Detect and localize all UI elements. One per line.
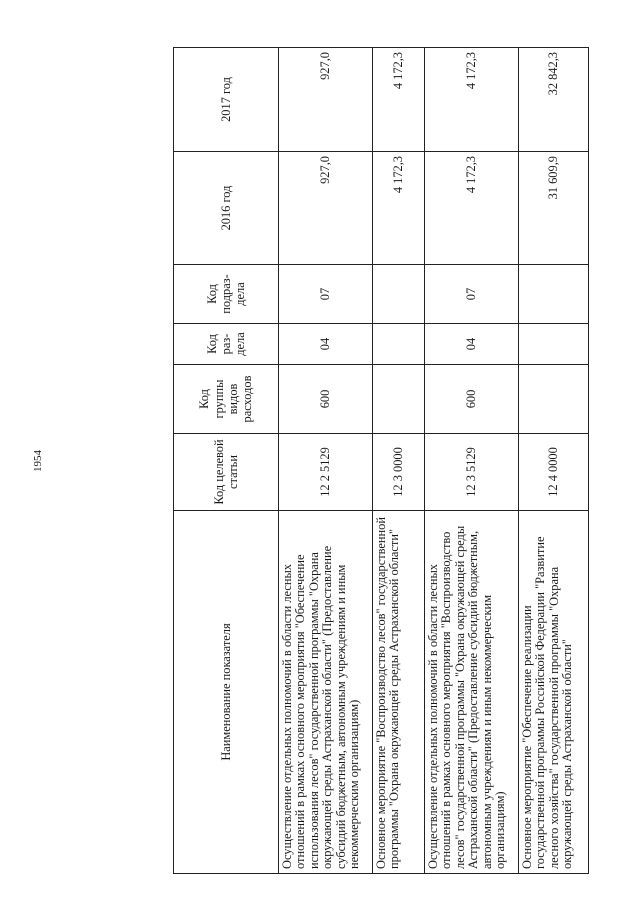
row-code-article: 12 3 0000: [373, 434, 425, 511]
row-year-2017: 927,0: [279, 48, 373, 152]
row-name: Основное мероприятие "Воспроизводство лесов" государственной программы "Охрана окружающей среды Астраханской области": [373, 511, 425, 874]
row-code-group: [519, 365, 589, 434]
row-year-2016: 4 172,3: [373, 152, 425, 265]
row-name: Осуществление отдельных полномочий в области лесных отношений в рамках основного мероприятия "Обеспечение использования лесов" государственной программы "Охрана окружающей среды Астраханской области" (Предоставление субсидий бюджетным, автономным учреждениям и иным некоммерческим организациям): [279, 511, 373, 874]
row-code-section: 04: [425, 324, 519, 365]
budget-table-container: [173, 48, 575, 874]
header-year-2016: 2016 год: [174, 152, 279, 265]
table-row: [519, 48, 589, 874]
budget-table: [173, 47, 589, 874]
row-year-2017: 4 172,3: [425, 48, 519, 152]
row-name: Основное мероприятие "Обеспечение реализации государственной программы Российской Федерации "Развитие лесного хозяйства" государственной программы "Охрана окружающей среды Астраханской области": [519, 511, 589, 874]
page-number: 1954: [32, 450, 44, 472]
row-year-2016: 927,0: [279, 152, 373, 265]
header-name: Наименование показателя: [174, 511, 279, 874]
row-code-subsection: 07: [279, 265, 373, 324]
row-code-article: 12 4 0000: [519, 434, 589, 511]
row-code-section: [519, 324, 589, 365]
row-name: Осуществление отдельных полномочий в области лесных отношений в рамках основного мероприятия "Воспроизводство лесов" государственной программы "Охрана окружающей среды Астраханской области" (Предоставление субсидий бюджетным, автономным учреждениям и иным некоммерческим организациям): [425, 511, 519, 874]
table-row: [279, 48, 373, 874]
row-year-2016: 31 609,9: [519, 152, 589, 265]
row-code-article: 12 2 5129: [279, 434, 373, 511]
row-code-subsection: [373, 265, 425, 324]
header-code-group: Код группы видов расходов: [174, 365, 279, 434]
header-year-2017: 2017 год: [174, 48, 279, 152]
header-code-section: Код раз-дела: [174, 324, 279, 365]
row-code-section: [373, 324, 425, 365]
row-code-subsection: 07: [425, 265, 519, 324]
table-row: [373, 48, 425, 874]
row-code-group: 600: [425, 365, 519, 434]
row-code-group: [373, 365, 425, 434]
row-year-2016: 4 172,3: [425, 152, 519, 265]
row-code-subsection: [519, 265, 589, 324]
row-code-article: 12 3 5129: [425, 434, 519, 511]
header-code-subsection: Код подраз-дела: [174, 265, 279, 324]
row-year-2017: 32 842,3: [519, 48, 589, 152]
row-code-group: 600: [279, 365, 373, 434]
header-row: [174, 48, 279, 874]
table-row: [425, 48, 519, 874]
row-code-section: 04: [279, 324, 373, 365]
row-year-2017: 4 172,3: [373, 48, 425, 152]
header-code-article: Код целевой статьи: [174, 434, 279, 511]
